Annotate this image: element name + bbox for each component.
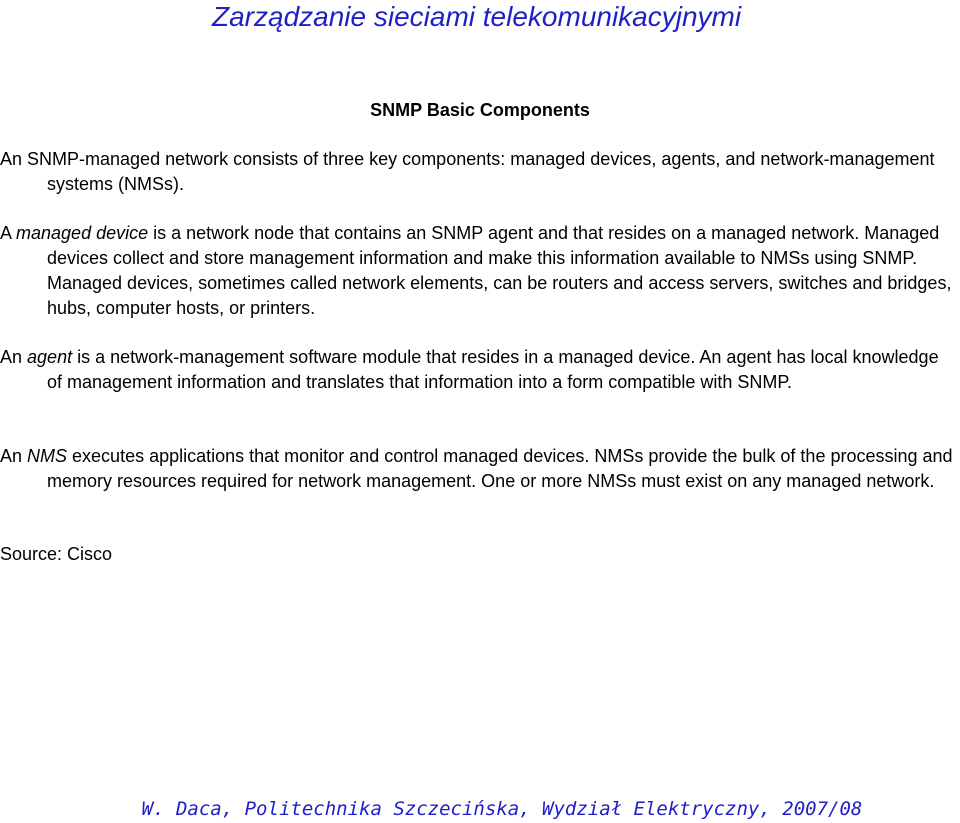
paragraph-lead: An (0, 446, 28, 466)
section-heading: SNMP Basic Components (370, 100, 590, 120)
paragraph-lead: An (0, 347, 28, 367)
paragraph-body: is a network node that contains an SNMP agent and that resides on a managed network. Managed devices collect and store management information and make this information available to NMSs using SNMP. Managed devices, sometimes called network elements, can be routers and access servers, switches and bridges, hubs, computer hosts, or printers. (47, 223, 952, 318)
intro-paragraph: An SNMP-managed network consists of three key components: managed devices, agents, and network-management systems (NMSs). (0, 149, 935, 194)
term-nms: NMS (27, 446, 68, 466)
paragraph-body: executes applications that monitor and control managed devices. NMSs provide the bulk of the processing and memory resources required for network management. One or more NMSs must exist on any managed network. (47, 446, 953, 491)
paragraph-lead: A (0, 223, 17, 243)
source-citation: Source: Cisco (0, 544, 113, 564)
footer-credit: W. Daca, Politechnika Szczecińska, Wydział Elektryczny, 2007/08 (141, 798, 863, 820)
agent-paragraph (0, 345, 958, 395)
nms-paragraph (0, 444, 958, 494)
page-title: Zarządzanie sieciami telekomunikacyjnymi (212, 1, 742, 32)
term-agent: agent (27, 347, 73, 367)
paragraph-body: is a network-management software module that resides in a managed device. An agent has local knowledge of management information and translates that information into a form compatible with SNMP. (47, 347, 939, 392)
term-managed-device: managed device (16, 223, 149, 243)
managed-device-paragraph (0, 221, 958, 321)
